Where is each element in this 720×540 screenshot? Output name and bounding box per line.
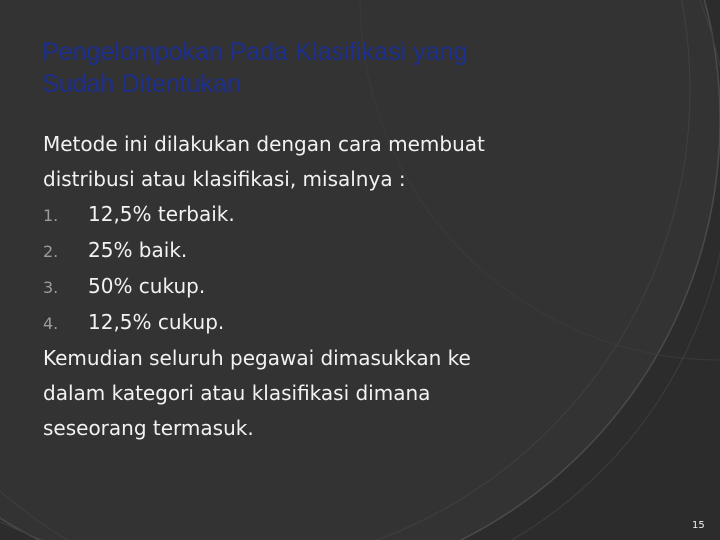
list-number: 1.	[43, 206, 59, 225]
list-item	[43, 305, 623, 341]
list-item	[43, 269, 623, 305]
title-line: Pengelompokan Pada Klasifikasi yang	[42, 38, 468, 66]
list-text: 50% cukup.	[88, 274, 206, 298]
page-number: 15	[692, 520, 705, 531]
intro-line: Metode ini dilakukan dengan cara membuat	[43, 132, 485, 156]
list-text: 25% baik.	[88, 238, 188, 262]
list-number: 4.	[43, 314, 59, 333]
slide-title	[42, 36, 642, 100]
closing-line: Kemudian seluruh pegawai dimasukkan ke	[43, 346, 471, 370]
title-line: Sudah Ditentukan	[42, 70, 241, 98]
list-text: 12,5% cukup.	[88, 310, 225, 334]
classification-list	[43, 197, 623, 341]
closing-line: seseorang termasuk.	[43, 416, 254, 440]
slide-body	[43, 127, 623, 446]
list-item	[43, 233, 623, 269]
list-number: 2.	[43, 242, 59, 261]
list-text: 12,5% terbaik.	[88, 202, 235, 226]
list-item	[43, 197, 623, 233]
intro-line: distribusi atau klasifikasi, misalnya :	[43, 167, 406, 191]
list-number: 3.	[43, 278, 59, 297]
closing-line: dalam kategori atau klasifikasi dimana	[43, 381, 431, 405]
